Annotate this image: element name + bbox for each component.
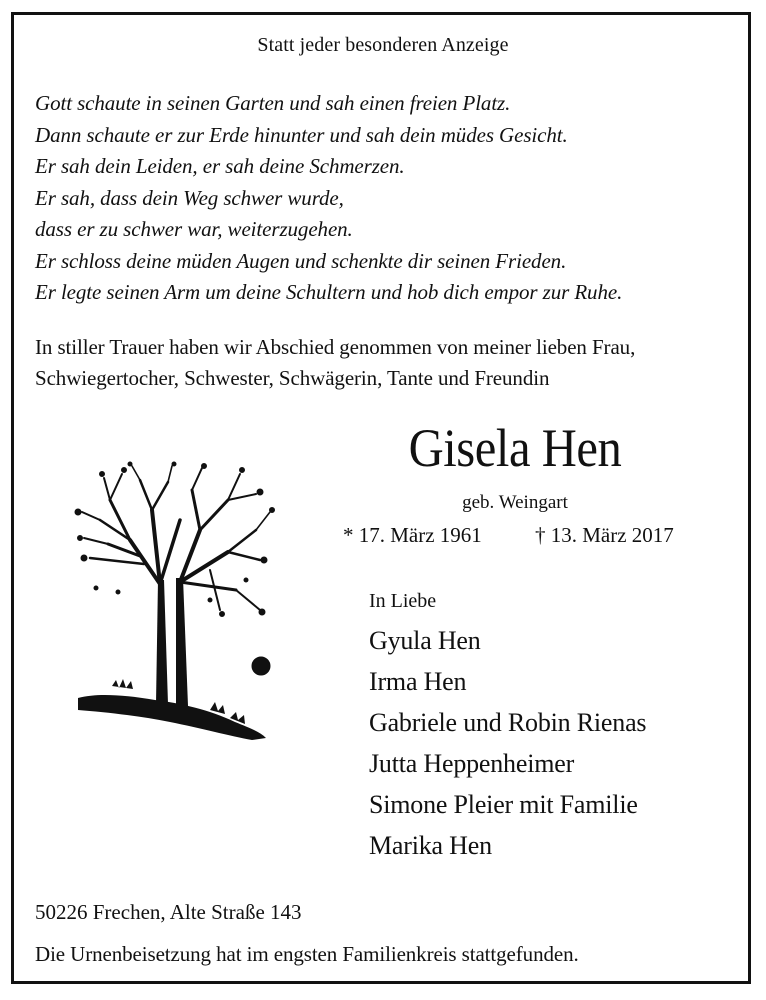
address: 50226 Frechen, Alte Straße 143	[35, 900, 302, 924]
mourners-label: In Liebe	[369, 590, 437, 612]
burial-note: Die Urnenbeisetzung hat im engsten Familienkreis stattgefunden.	[35, 942, 579, 966]
mourner-name: Irma Hen	[369, 667, 467, 696]
birth-date: * 17. März 1961	[343, 523, 482, 547]
intro-text	[35, 332, 745, 394]
maiden-name: geb. Weingart	[462, 492, 568, 513]
mourner-name: Jutta Heppenheimer	[369, 749, 575, 778]
poem	[35, 88, 735, 309]
mourner-name: Marika Hen	[369, 831, 492, 860]
poem-line: Er sah dein Leiden, er sah deine Schmerzen.	[35, 154, 405, 178]
mourner-name: Gabriele und Robin Rienas	[369, 708, 647, 737]
mourner-name: Simone Pleier mit Familie	[369, 790, 638, 819]
intro-line: In stiller Trauer haben wir Abschied genommen von meiner lieben Frau,	[35, 335, 636, 359]
mourners-list	[369, 620, 749, 866]
poem-line: Dann schaute er zur Erde hinunter und sah dein müdes Gesicht.	[35, 122, 568, 147]
death-date: † 13. März 2017	[535, 523, 674, 547]
notice-headline: Statt jeder besonderen Anzeige	[257, 34, 509, 56]
poem-line: Gott schaute in seinen Garten und sah einen freien Platz.	[35, 91, 511, 115]
poem-line: Er legte seinen Arm um deine Schultern und hob dich empor zur Ruhe.	[35, 280, 623, 304]
mourner-name: Gyula Hen	[369, 626, 481, 655]
deceased-name: Gisela Hen	[408, 418, 622, 478]
intro-line: Schwiegertocher, Schwester, Schwägerin, Tante und Freundin	[35, 366, 550, 390]
tree-icon	[60, 460, 280, 750]
poem-line: Er sah, dass dein Weg schwer wurde,	[35, 185, 344, 210]
poem-line: Er schloss deine müden Augen und schenkte dir seinen Frieden.	[35, 248, 567, 273]
poem-line: dass er zu schwer war, weiterzugehen.	[35, 217, 353, 241]
